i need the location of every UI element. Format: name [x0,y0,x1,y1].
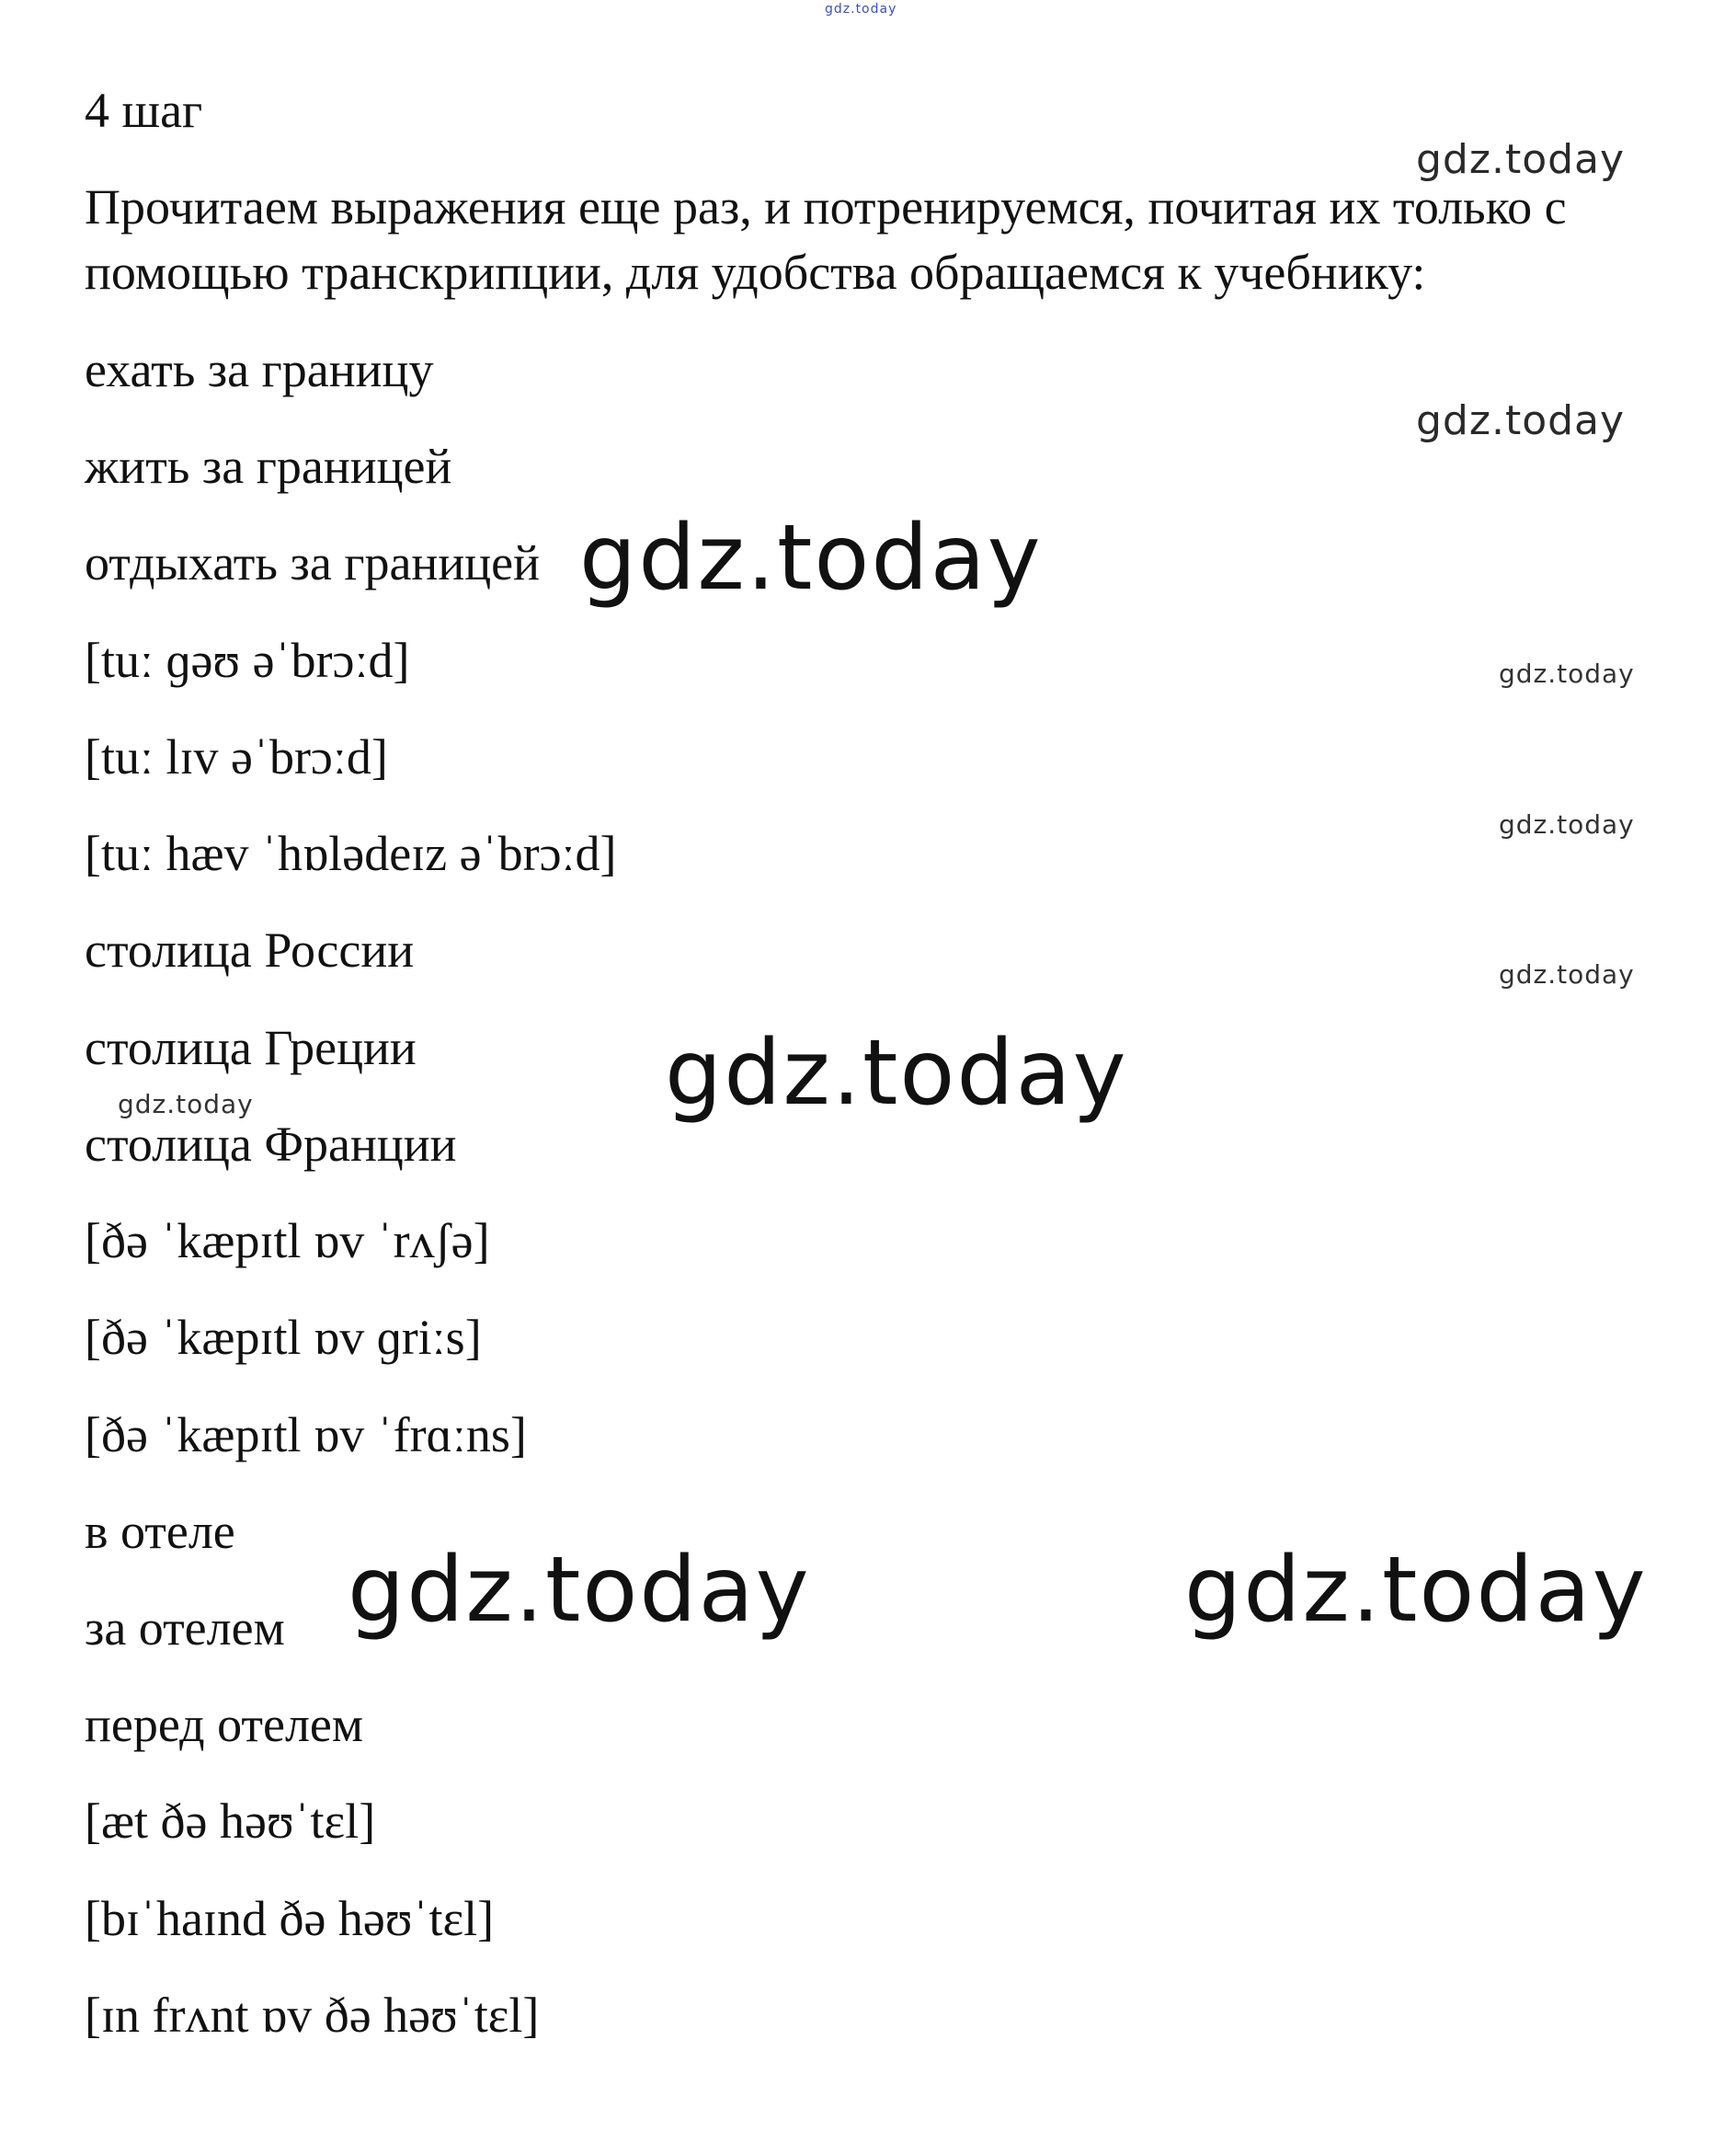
transcription-line: [ðə ˈkæpɪtl ɒv ˈrʌʃə] [85,1213,490,1268]
watermark: gdz.today [118,1089,254,1119]
phrase-line: ехать за границу [85,342,434,397]
step-heading: 4 шаг [85,83,203,138]
transcription-line: [ðə ˈkæpɪtl ɒv ˈfrɑːns] [85,1407,527,1462]
transcription-line: [bɪˈhaɪnd ðə həʊˈtɛl] [85,1891,495,1946]
transcription-line: [tuː lɪv əˈbrɔːd] [85,729,388,785]
phrase-line: столица Франции [85,1117,457,1172]
watermark: gdz.today [665,1021,1128,1126]
watermark: gdz.today [348,1538,811,1643]
phrase-line: столица Греции [85,1020,417,1075]
transcription-line: [æt ðə həʊˈtɛl] [85,1793,376,1849]
instruction-line: помощью транскрипции, для удобства обращаемся к учебнику: [85,245,1426,300]
watermark: gdz.today [1499,809,1635,840]
phrase-line: в отеле [85,1504,235,1559]
watermark: gdz.today [1416,136,1626,183]
watermark: gdz.today [1416,397,1626,444]
transcription-line: [ɪn frʌnt ɒv ðə həʊˈtɛl] [85,1988,540,2043]
phrase-line: жить за границей [85,439,452,494]
watermark: gdz.today [1499,659,1635,689]
phrase-line: столица России [85,923,415,978]
phrase-line: за отелем [85,1600,285,1656]
watermark: gdz.today [1184,1538,1648,1643]
watermark: gdz.today [579,506,1043,611]
transcription-line: [ðə ˈkæpɪtl ɒv ɡriːs] [85,1310,482,1365]
transcription-line: [tuː ɡəʊ əˈbrɔːd] [85,633,410,688]
transcription-line: [tuː hæv ˈhɒlədeɪz əˈbrɔːd] [85,826,617,881]
watermark-top: gdz.today [825,2,897,17]
phrase-line: перед отелем [85,1697,364,1752]
watermark: gdz.today [1499,959,1635,990]
phrase-line: отдыхать за границей [85,535,540,590]
instruction-line: Прочитаем выражения еще раз, и потренируемся, почитая их только с [85,179,1567,235]
